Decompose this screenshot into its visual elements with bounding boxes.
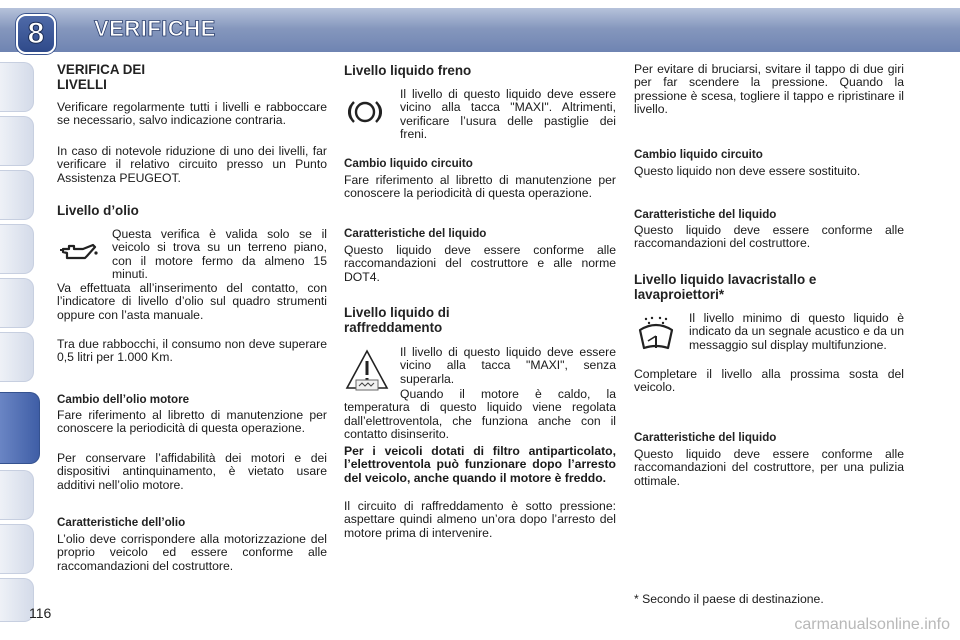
oil-level-heading: Livello d’olio [57, 203, 139, 218]
washer-spec-paragraph: Questo liquido deve essere conforme alle raccomandazioni del costruttore, per una pulizia ottimale. [634, 447, 904, 488]
coolant-paragraph: Quando il motore è caldo, la temperatura di questo liquido viene regolata dall’elettroventola, che funziona anche con il contatto disinserito. [344, 387, 616, 442]
oil-paragraph: Tra due rabbocchi, il consumo non deve superare 0,5 litri per 1.000 Km. [57, 337, 327, 365]
coolant-spec-paragraph: Questo liquido deve essere conforme alle raccomandazioni del costruttore. [634, 223, 904, 251]
coolant-change-paragraph: Questo liquido non deve essere sostituito. [634, 164, 861, 178]
oil-spec-paragraph: L’olio deve corrispondere alla motorizzazione del proprio veicolo ed essere conforme alle raccomandazioni del costruttore. [57, 532, 327, 573]
oil-check-text: Questa verifica è valida solo se il veicolo si trova su un terreno piano, con il motore fermo da almeno 15 minuti. [112, 227, 327, 282]
coolant-warning-bold: Per i veicoli dotati di filtro antiparticolato, l’elettroventola può funzionare dopo l’arresto del veicolo, anche quando il motore è freddo. [344, 444, 616, 485]
intro-paragraph: In caso di notevole riduzione di uno dei livelli, far verificare il relativo circuito presso un Punto Assistenza PEUGEOT. [57, 144, 327, 185]
washer-fluid-text: Il livello minimo di questo liquido è indicato da un segnale acustico e da un messaggio sul display multifunzione. [689, 311, 904, 352]
coolant-cap-paragraph: Per evitare di bruciarsi, svitare il tappo di due giri per far scendere la pressione. Quando la pressione è scesa, togliere il tappo e ripristinare il livello. [634, 62, 904, 117]
brake-change-paragraph: Fare riferimento al libretto di manutenzione per conoscere la periodicità di questa operazione. [344, 173, 616, 201]
chapter-tab[interactable] [0, 116, 34, 166]
oil-can-icon [59, 240, 99, 266]
chapter-badge [16, 14, 56, 54]
oil-change-paragraph: Per conservare l’affidabilità dei motori e dei dispositivi antinquinamento, è vietato usare additivi nell’olio motore. [57, 451, 327, 492]
coolant-heading: raffreddamento [344, 320, 443, 335]
intro-paragraph: Verificare regolarmente tutti i livelli e rabboccare se necessario, salvo indicazione contraria. [57, 100, 327, 128]
chapter-tab[interactable] [0, 470, 34, 520]
oil-paragraph: Va effettuata all’inserimento del contatto, con l’indicatore di livello d’olio sul quadro strumenti oppure con l’asta manuale. [57, 281, 327, 322]
washer-spec-heading: Caratteristiche del liquido [634, 431, 777, 444]
chapter-tab[interactable] [0, 170, 34, 220]
chapter-tab-active[interactable] [0, 392, 40, 464]
washer-fluid-icon [636, 316, 676, 354]
coolant-change-heading: Cambio liquido circuito [634, 148, 763, 161]
brake-change-heading: Cambio liquido circuito [344, 157, 473, 170]
chapter-tab[interactable] [0, 332, 34, 382]
coolant-text: Il livello di questo liquido deve essere vicino alla tacca "MAXI", senza superarla. [400, 345, 616, 386]
chapter-tab[interactable] [0, 62, 34, 112]
brake-fluid-heading: Livello liquido freno [344, 63, 472, 78]
oil-change-paragraph: Fare riferimento al libretto di manutenzione per conoscere la periodicità di questa operazione. [57, 408, 327, 436]
coolant-spec-heading: Caratteristiche del liquido [634, 208, 777, 221]
oil-spec-heading: Caratteristiche dell’olio [57, 516, 186, 529]
chapter-number: 8 [27, 17, 45, 50]
section-title: LIVELLI [57, 77, 107, 92]
coolant-heading: Livello liquido di [344, 305, 450, 320]
brake-spec-heading: Caratteristiche del liquido [344, 227, 487, 240]
section-title: VERIFICA DEI [57, 62, 146, 77]
page-number: 116 [29, 605, 52, 621]
washer-fluid-heading: Livello liquido lavacristallo e [634, 272, 817, 287]
page-title: VERIFICHE [94, 16, 216, 41]
washer-fluid-heading: lavaproiettori* [634, 287, 725, 302]
chapter-tab[interactable] [0, 278, 34, 328]
oil-change-heading: Cambio dell’olio motore [57, 393, 190, 406]
footnote: * Secondo il paese di destinazione. [634, 592, 824, 606]
chapter-tab[interactable] [0, 224, 34, 274]
chapter-tabs [0, 52, 42, 640]
brake-warning-icon [348, 97, 382, 127]
washer-paragraph: Completare il livello alla prossima sosta del veicolo. [634, 367, 904, 395]
coolant-paragraph: Il circuito di raffreddamento è sotto pressione: aspettare quindi almeno un’ora dopo l’arresto del motore prima di intervenire. [344, 499, 616, 540]
watermark: carmanualsonline.info [794, 616, 950, 633]
chapter-tab[interactable] [0, 524, 34, 574]
brake-fluid-text: Il livello di questo liquido deve essere vicino alla tacca "MAXI". Altrimenti, verificare l’usura delle pastiglie dei freni. [400, 87, 616, 142]
brake-spec-paragraph: Questo liquido deve essere conforme alle raccomandazioni del costruttore e alle norme DOT4. [344, 243, 616, 284]
header-top-edge [0, 0, 960, 8]
